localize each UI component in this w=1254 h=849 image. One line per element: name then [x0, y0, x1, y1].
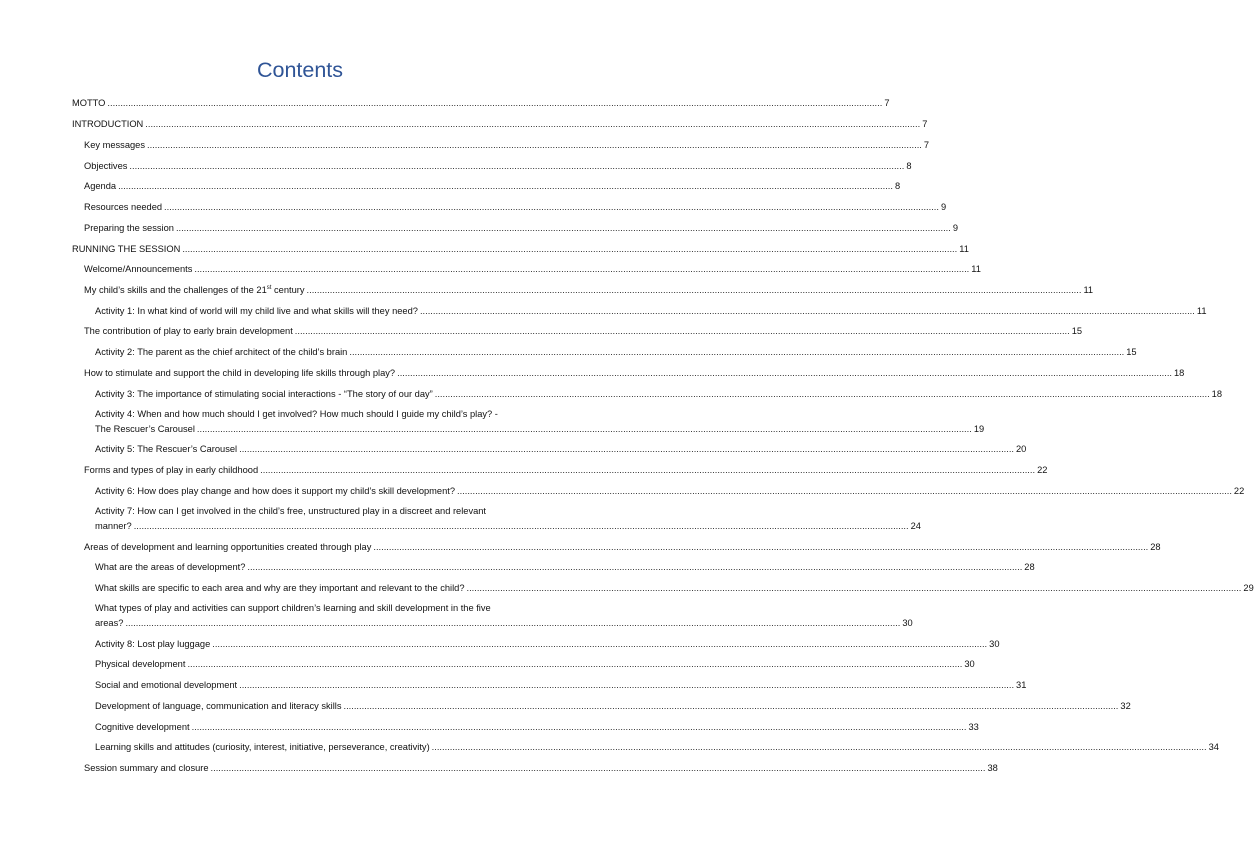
toc-page-number: 24	[910, 521, 921, 531]
dot-leader: ............................................................................................................................................................................................................................................................................................................	[212, 639, 988, 649]
toc-page-number: 28	[1150, 542, 1161, 552]
toc-page-number: 11	[1196, 306, 1207, 316]
toc-entry-learning-skills[interactable]	[95, 740, 1219, 755]
dot-leader: ............................................................................................................................................................................................................................................................................................................	[294, 326, 1070, 336]
toc-entry-text: What are the areas of development?	[95, 562, 246, 572]
dot-leader: ............................................................................................................................................................................................................................................................................................................	[196, 424, 972, 434]
toc-entry-preparing-the-session[interactable]	[84, 221, 959, 236]
dot-leader: ............................................................................................................................................................................................................................................................................................................	[373, 542, 1149, 552]
toc-entry-what-skills[interactable]	[95, 581, 1254, 596]
toc-entry-text: My child’s skills and the challenges of the 21st century	[84, 284, 305, 295]
toc-page-number: 30	[989, 639, 1000, 649]
dot-leader: ............................................................................................................................................................................................................................................................................................................	[457, 486, 1232, 496]
dot-leader: ............................................................................................................................................................................................................................................................................................................	[247, 562, 1023, 572]
toc-page-number: 11	[959, 244, 969, 254]
toc-entry-text: areas?	[95, 618, 124, 628]
toc-entry-text: Activity 8: Lost play luggage	[95, 639, 211, 649]
dot-leader: ............................................................................................................................................................................................................................................................................................................	[164, 202, 939, 212]
toc-entry-motto[interactable]	[72, 96, 890, 111]
dot-leader: ............................................................................................................................................................................................................................................................................................................	[397, 368, 1173, 378]
toc-page-number: 28	[1024, 562, 1035, 572]
toc-page-number: 9	[940, 202, 947, 212]
dot-leader: ............................................................................................................................................................................................................................................................................................................	[343, 701, 1119, 711]
dot-leader: ............................................................................................................................................................................................................................................................................................................	[210, 763, 986, 773]
toc-page-number: 8	[894, 181, 901, 191]
toc-entry-social-emotional[interactable]	[95, 678, 1027, 693]
toc-entry-text: Physical development	[95, 659, 186, 669]
toc-page-number: 20	[1016, 444, 1027, 454]
toc-entry-text: Preparing the session	[84, 223, 174, 233]
toc-entry-text: Social and emotional development	[95, 680, 238, 690]
toc-page-number: 7	[884, 98, 890, 108]
toc-entry-running-the-session[interactable]	[72, 242, 969, 257]
toc-entry-activity-3[interactable]	[95, 387, 1223, 402]
toc-page-number: 11	[1083, 285, 1094, 295]
toc-entry-text: Activity 3: The importance of stimulating social interactions - “The story of our day”	[95, 389, 433, 399]
toc-page-number: 33	[968, 722, 979, 732]
toc-entry-language-communication[interactable]	[95, 699, 1131, 714]
dot-leader: ............................................................................................................................................................................................................................................................................................................	[187, 659, 963, 669]
toc-entry-text: Key messages	[84, 140, 145, 150]
toc-entry-text-line1: What types of play and activities can support children’s learning and skill development in the five	[95, 603, 491, 613]
dot-leader: ............................................................................................................................................................................................................................................................................................................	[434, 389, 1210, 399]
dot-leader: ............................................................................................................................................................................................................................................................................................................	[182, 244, 958, 254]
toc-page-number: 15	[1071, 326, 1083, 336]
toc-entry-text: How to stimulate and support the child in developing life skills through play?	[84, 368, 396, 378]
toc-entry-stimulate-and-support[interactable]	[84, 366, 1185, 381]
toc-entry-key-messages[interactable]	[84, 138, 930, 153]
toc-entry-text: MOTTO	[72, 98, 106, 108]
toc-entry-welcome[interactable]	[84, 262, 981, 277]
dot-leader: ............................................................................................................................................................................................................................................................................................................	[239, 444, 1015, 454]
toc-entry-text: Development of language, communication and literacy skills	[95, 701, 342, 711]
toc-page-number: 7	[922, 119, 928, 129]
toc-entry-introduction[interactable]	[72, 117, 928, 132]
dot-leader: ............................................................................................................................................................................................................................................................................................................	[194, 264, 970, 274]
toc-page-number: 34	[1208, 742, 1219, 752]
dot-leader: ............................................................................................................................................................................................................................................................................................................	[431, 742, 1207, 752]
toc-page-number: 11	[971, 264, 981, 274]
toc-entry-text: Forms and types of play in early childhood	[84, 465, 259, 475]
toc-entry-text: INTRODUCTION	[72, 119, 144, 129]
toc-entry-text-line1: Activity 4: When and how much should I get involved? How much should I guide my child’s play? -	[95, 409, 498, 419]
dot-leader: ............................................................................................................................................................................................................................................................................................................	[419, 306, 1195, 316]
toc-page-number: 30	[902, 618, 913, 628]
toc-entry-objectives[interactable]	[84, 159, 912, 174]
toc-page-number: 18	[1174, 368, 1185, 378]
toc-entry-text: RUNNING THE SESSION	[72, 244, 181, 254]
toc-page-number: 29	[1243, 583, 1254, 593]
dot-leader: ............................................................................................................................................................................................................................................................................................................	[306, 285, 1082, 295]
toc-entry-text: Resources needed	[84, 202, 163, 212]
dot-leader: ............................................................................................................................................................................................................................................................................................................	[239, 680, 1015, 690]
toc-entry-cognitive[interactable]	[95, 720, 979, 735]
toc-entry-forms-and-types[interactable]	[84, 463, 1048, 478]
dot-leader: ............................................................................................................................................................................................................................................................................................................	[125, 618, 901, 628]
toc-entry-physical-development[interactable]	[95, 657, 975, 672]
toc-entry-text: manner?	[95, 521, 132, 531]
toc-page-number: 8	[906, 161, 912, 171]
toc-entry-what-are-areas[interactable]	[95, 560, 1035, 575]
toc-entry-activity-6[interactable]	[95, 484, 1245, 499]
toc-page-number: 22	[1037, 465, 1048, 475]
toc-page-number: 7	[923, 140, 930, 150]
toc-page-number: 9	[952, 223, 959, 233]
toc-entry-types-of-play[interactable]	[95, 601, 913, 631]
toc-entry-activity-7[interactable]	[95, 504, 921, 534]
dot-leader: ............................................................................................................................................................................................................................................................................................................	[146, 140, 922, 150]
toc-entry-text: Session summary and closure	[84, 763, 209, 773]
toc-entry-text: Cognitive development	[95, 722, 190, 732]
toc-entry-text: Activity 1: In what kind of world will my child live and what skills will they need?	[95, 306, 418, 316]
toc-entry-activity-1[interactable]	[95, 304, 1207, 319]
toc-entry-contribution-of-play[interactable]	[84, 324, 1083, 339]
toc-entry-text: Welcome/Announcements	[84, 264, 193, 274]
toc-entry-activity-2[interactable]	[95, 345, 1137, 360]
toc-entry-text: Activity 2: The parent as the chief architect of the child’s brain	[95, 347, 348, 357]
toc-entry-agenda[interactable]	[84, 179, 901, 194]
toc-page-number: 32	[1120, 701, 1131, 711]
dot-leader: ............................................................................................................................................................................................................................................................................................................	[129, 161, 905, 171]
toc-entry-text: The contribution of play to early brain development	[84, 326, 293, 336]
toc-page-number: 19	[973, 424, 985, 434]
toc-entry-text-line1: Activity 7: How can I get involved in the child’s free, unstructured play in a discreet and relevant	[95, 506, 487, 516]
toc-page-number: 31	[1016, 680, 1027, 690]
dot-leader: ............................................................................................................................................................................................................................................................................................................	[349, 347, 1125, 357]
toc-entry-activity-4[interactable]	[95, 407, 985, 437]
toc-entry-text: The Rescuer’s Carousel	[95, 424, 195, 434]
toc-entry-text: Learning skills and attitudes (curiosity, interest, initiative, perseverance, creativity)	[95, 742, 430, 752]
dot-leader: ............................................................................................................................................................................................................................................................................................................	[175, 223, 951, 233]
dot-leader: ............................................................................................................................................................................................................................................................................................................	[145, 119, 921, 129]
superscript: st	[266, 284, 272, 291]
toc-entry-text: Areas of development and learning opportunities created through play	[84, 542, 372, 552]
toc-entry-childs-skills[interactable]	[84, 283, 1094, 298]
page-title: Contents	[256, 58, 344, 82]
toc-page-number: 30	[964, 659, 975, 669]
dot-leader: ............................................................................................................................................................................................................................................................................................................	[466, 583, 1242, 593]
toc-entry-session-summary[interactable]	[84, 761, 998, 776]
toc-entry-resources-needed[interactable]	[84, 200, 947, 215]
dot-leader: ............................................................................................................................................................................................................................................................................................................	[107, 98, 883, 108]
toc-page-number: 22	[1233, 486, 1245, 496]
toc-entry-areas-of-development[interactable]	[84, 540, 1161, 555]
dot-leader: ............................................................................................................................................................................................................................................................................................................	[191, 722, 967, 732]
toc-page-number: 15	[1126, 347, 1137, 357]
toc-entry-text: Activity 5: The Rescuer’s Carousel	[95, 444, 238, 454]
toc-entry-text: Activity 6: How does play change and how does it support my child’s skill development?	[95, 486, 456, 496]
toc-entry-text: What skills are specific to each area and why are they important and relevant to the child?	[95, 583, 465, 593]
dot-leader: ............................................................................................................................................................................................................................................................................................................	[133, 521, 909, 531]
toc-page-number: 38	[987, 763, 998, 773]
toc-entry-text: Objectives	[84, 161, 128, 171]
dot-leader: ............................................................................................................................................................................................................................................................................................................	[260, 465, 1036, 475]
toc-page-number: 18	[1211, 389, 1223, 399]
toc-entry-activity-8[interactable]	[95, 637, 1000, 652]
dot-leader: ............................................................................................................................................................................................................................................................................................................	[118, 181, 893, 191]
toc-entry-activity-5[interactable]	[95, 442, 1027, 457]
toc-entry-text: Agenda	[84, 181, 117, 191]
